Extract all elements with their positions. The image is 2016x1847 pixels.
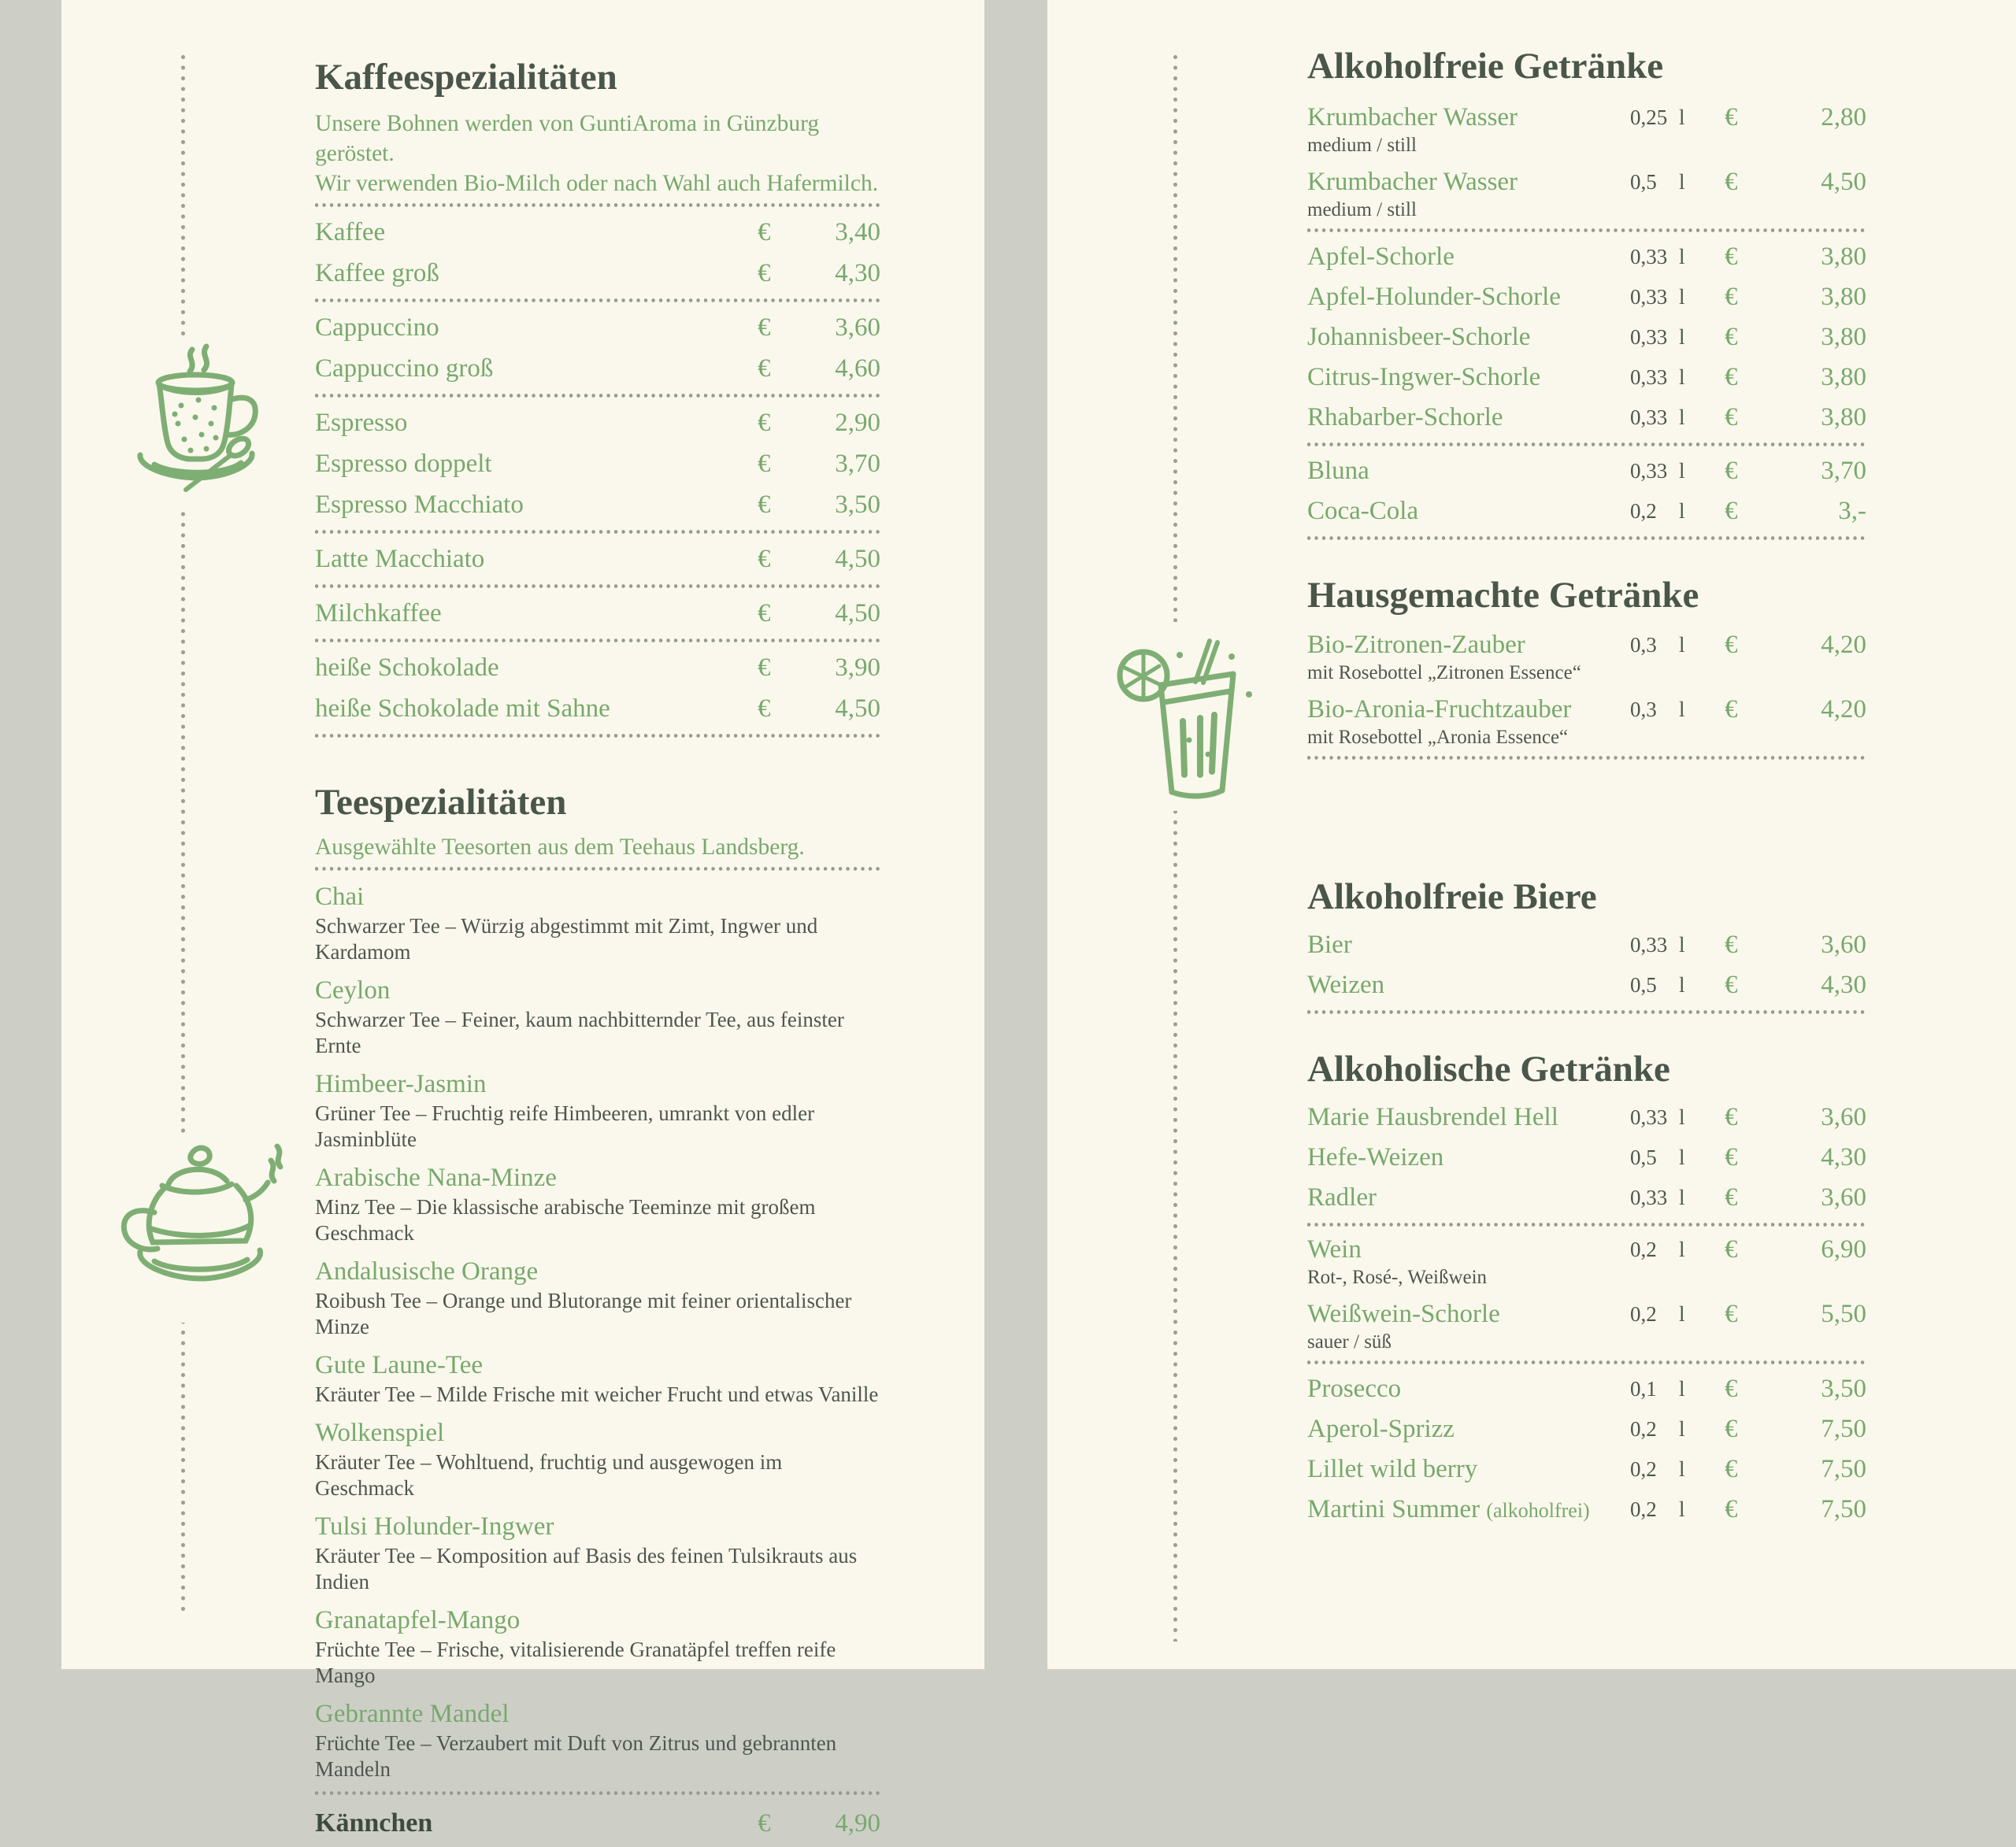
item-price: 3,60 (1821, 1183, 1866, 1212)
volume-unit: l (1679, 1457, 1685, 1481)
item-price: 3,80 (1821, 403, 1866, 431)
tea-item (315, 1510, 880, 1595)
menu-item-row (315, 212, 880, 253)
item-name-text: Martini Summer (1307, 1495, 1480, 1523)
menu-group (315, 593, 880, 634)
currency-symbol: € (1725, 363, 1738, 391)
item-price: 4,30 (1821, 971, 1866, 999)
menu-item-row (315, 688, 880, 729)
item-price: 7,50 (1821, 1415, 1866, 1443)
volume-unit: l (1679, 1301, 1685, 1326)
tea-item (315, 1068, 880, 1153)
drink-glass-icon (1102, 622, 1276, 811)
tea-item (315, 974, 880, 1059)
currency-symbol: € (1725, 1455, 1738, 1483)
item-volume: 0,33 (1630, 405, 1668, 429)
dotted-divider (315, 867, 880, 871)
item-name: Gebrannte Mandel (315, 1700, 510, 1728)
currency-symbol: € (758, 449, 771, 478)
item-price: 7,50 (1821, 1455, 1866, 1483)
item-name: Cappuccino groß (315, 353, 494, 383)
item-price: 4,60 (835, 353, 880, 383)
item-name: Aperol-Sprizz (1307, 1415, 1455, 1443)
volume-unit: l (1679, 1497, 1685, 1521)
menu-item-row (315, 539, 880, 579)
item-subtext: Rot-, Rosé-, Weißwein (1307, 1267, 1488, 1288)
menu-item-row (1307, 491, 1866, 531)
item-name: Apfel-Schorle (1307, 242, 1455, 271)
item-description: Früchte Tee – Frische, vitalisierende Granatäpfel treffen reife Mango (315, 1638, 836, 1687)
menu-item-row (1307, 357, 1866, 398)
item-name: Johannisbeer-Schorle (1307, 323, 1531, 351)
menu-item-row (315, 647, 880, 688)
menu-group (1307, 99, 1866, 222)
item-volume: 0,5 (1630, 169, 1657, 194)
item-price: 2,80 (1821, 102, 1866, 131)
item-description: Schwarzer Tee – Würzig abgestimmt mit Zimt, Ingwer und Kardamom (315, 914, 818, 964)
currency-symbol: € (1725, 242, 1738, 271)
currency-symbol: € (758, 490, 771, 519)
volume-unit: l (1679, 973, 1685, 997)
item-volume: 0,2 (1630, 499, 1657, 523)
item-price: 7,50 (1821, 1495, 1866, 1523)
item-volume: 0,2 (1630, 1301, 1657, 1326)
item-name: Arabische Nana-Minze (315, 1164, 557, 1192)
item-name: Hefe-Weizen (1307, 1143, 1444, 1171)
item-description: Minz Tee – Die klassische arabische Teeminze mit großem Geschmack (315, 1195, 816, 1245)
item-subtext: sauer / süß (1307, 1331, 1392, 1353)
coffee-subtitle-line1: Unsere Bohnen werden von GuntiAroma in Günzburg geröstet. (315, 111, 820, 166)
item-volume: 0,33 (1630, 245, 1668, 268)
dotted-divider (315, 638, 880, 642)
volume-unit: l (1679, 697, 1685, 721)
vertical-dotted-rule (181, 55, 185, 1614)
currency-symbol: € (1725, 403, 1738, 431)
item-name: Bio-Aronia-Fruchtzauber (1307, 694, 1572, 724)
currency-symbol: € (758, 353, 771, 383)
item-description: Grüner Tee – Fruchtig reife Himbeeren, umrankt von edler Jasminblüte (315, 1101, 815, 1151)
item-price: 3,40 (835, 217, 880, 246)
menu-group (1307, 925, 1866, 1005)
dotted-divider (315, 394, 880, 398)
section-title-alkoholfreie-getraenke: Alkoholfreie Getränke (1307, 46, 1664, 87)
tea-item (315, 1349, 880, 1408)
tea-item (315, 1697, 880, 1782)
item-name: Coca-Cola (1307, 497, 1419, 525)
left-page-content (315, 0, 880, 1847)
item-name: Kaffee (315, 217, 386, 246)
menu-group (315, 307, 880, 389)
menu-group (1307, 237, 1866, 438)
menu-page-left (61, 0, 984, 1838)
volume-unit: l (1679, 405, 1685, 429)
item-price: 4,30 (1821, 1143, 1866, 1171)
right-page-content (1307, 0, 1866, 1530)
item-volume: 0,2 (1630, 1457, 1657, 1481)
dotted-divider (1307, 442, 1866, 446)
currency-symbol: € (1725, 931, 1738, 959)
dotted-divider (1307, 536, 1866, 540)
menu-item-row (1307, 1138, 1866, 1178)
item-price: 3,- (1838, 497, 1866, 525)
dotted-divider (1307, 1010, 1866, 1014)
menu-item (1307, 1231, 1866, 1290)
menu-group (315, 212, 880, 294)
teapot-icon (102, 1134, 291, 1323)
item-description: Kräuter Tee – Wohltuend, fruchtig und ausgewogen im Geschmack (315, 1450, 783, 1500)
item-subtext: mit Rosebottel „Zitronen Essence“ (1307, 662, 1581, 683)
tea-item (315, 1161, 880, 1246)
volume-unit: l (1679, 499, 1685, 523)
dotted-divider (1307, 1223, 1866, 1227)
menu-item (1307, 627, 1866, 685)
volume-unit: l (1679, 105, 1685, 129)
volume-unit: l (1679, 285, 1685, 309)
menu-group (315, 402, 880, 525)
item-name: Apfel-Holunder-Schorle (1307, 283, 1561, 311)
item-name: Gute Laune-Tee (315, 1351, 483, 1379)
dotted-divider (1307, 756, 1866, 760)
item-price: 3,80 (1821, 323, 1866, 351)
item-name (1307, 1495, 1630, 1524)
item-name: Espresso (315, 408, 408, 437)
item-name: Citrus-Ingwer-Schorle (1307, 363, 1541, 391)
item-name: Wein (1307, 1234, 1362, 1264)
currency-symbol: € (758, 1808, 771, 1838)
section-title-hausgemachte-getraenke: Hausgemachte Getränke (1307, 575, 1699, 616)
currency-symbol: € (1725, 1234, 1738, 1264)
item-price: 4,50 (1821, 167, 1866, 196)
menu-item-row (315, 253, 880, 294)
volume-unit: l (1679, 459, 1685, 483)
volume-unit: l (1679, 1146, 1685, 1169)
menu-item-row (315, 593, 880, 634)
dotted-divider (315, 734, 880, 738)
volume-unit: l (1679, 1186, 1685, 1209)
menu-group (1307, 1231, 1866, 1354)
item-price: 4,20 (1821, 630, 1866, 659)
item-volume: 0,33 (1630, 365, 1668, 389)
menu-item-row (1307, 317, 1866, 357)
item-volume: 0,2 (1630, 1417, 1657, 1441)
item-volume: 0,2 (1630, 1237, 1657, 1261)
section-title-kaffee: Kaffeespezialitäten (315, 57, 617, 98)
currency-symbol: € (758, 598, 771, 627)
currency-symbol: € (1725, 497, 1738, 525)
currency-symbol: € (1725, 1183, 1738, 1212)
volume-unit: l (1679, 245, 1685, 268)
menu-item-row (1307, 1097, 1866, 1138)
item-price: 3,60 (1821, 931, 1866, 959)
currency-symbol: € (1725, 630, 1738, 659)
dotted-divider (315, 1791, 880, 1795)
item-name: Cappuccino (315, 313, 439, 342)
menu-item-row (1307, 1231, 1866, 1268)
menu-group (1307, 1369, 1866, 1530)
item-name: Ceylon (315, 976, 391, 1005)
menu-item (1307, 164, 1866, 222)
menu-item (1307, 1296, 1866, 1354)
tea-item (315, 1604, 880, 1689)
coffee-subtitle (315, 109, 880, 198)
item-price: 4,50 (835, 598, 880, 627)
menu-item-row (1307, 1296, 1866, 1332)
currency-symbol: € (758, 408, 771, 437)
item-price: 3,70 (835, 449, 880, 478)
item-price: 4,20 (1821, 694, 1866, 724)
item-volume: 0,33 (1630, 933, 1668, 957)
volume-unit: l (1679, 1105, 1685, 1129)
currency-symbol: € (1725, 971, 1738, 999)
volume-unit: l (1679, 1377, 1685, 1401)
item-name: Weißwein-Schorle (1307, 1299, 1500, 1328)
menu-item-row (1307, 1449, 1866, 1490)
volume-unit: l (1679, 325, 1685, 349)
item-price: 3,80 (1821, 363, 1866, 391)
menu-item-row (1307, 627, 1866, 663)
item-volume: 0,33 (1630, 1105, 1668, 1129)
currency-symbol: € (1725, 1415, 1738, 1443)
volume-unit: l (1679, 933, 1685, 957)
item-name: Bluna (1307, 457, 1369, 485)
item-volume: 0,25 (1630, 105, 1668, 129)
item-subtext: medium / still (1307, 135, 1417, 156)
vertical-dotted-rule (1173, 55, 1177, 1642)
dotted-divider (315, 298, 880, 302)
menu-item-row (315, 484, 880, 525)
volume-unit: l (1679, 1417, 1685, 1441)
item-name: Tulsi Holunder-Ingwer (315, 1512, 554, 1541)
currency-symbol: € (1725, 167, 1738, 196)
menu-item-row (1307, 1490, 1866, 1530)
item-name: Krumbacher Wasser (1307, 102, 1518, 131)
item-name: Prosecco (1307, 1375, 1402, 1403)
currency-symbol: € (758, 694, 771, 723)
currency-symbol: € (1725, 1299, 1738, 1328)
menu-item-row (1307, 965, 1866, 1005)
currency-symbol: € (758, 544, 771, 573)
item-name: Espresso Macchiato (315, 490, 524, 519)
item-volume: 0,3 (1630, 632, 1657, 657)
item-name: Weizen (1307, 971, 1385, 999)
item-price: 3,90 (835, 653, 880, 682)
item-volume: 0,3 (1630, 697, 1657, 721)
volume-unit: l (1679, 1237, 1685, 1261)
item-name: Rhabarber-Schorle (1307, 403, 1503, 431)
currency-symbol: € (758, 217, 771, 246)
item-volume: 0,33 (1630, 1186, 1668, 1209)
section-title-tee: Teespezialitäten (315, 782, 567, 823)
item-name: heiße Schokolade mit Sahne (315, 694, 610, 723)
menu-item-row (315, 402, 880, 443)
item-volume: 0,33 (1630, 325, 1668, 349)
menu-item-row (1307, 237, 1866, 277)
volume-unit: l (1679, 632, 1685, 657)
item-name: Kännchen (315, 1808, 433, 1838)
menu-item-row (1307, 1178, 1866, 1218)
item-price: 3,60 (1821, 1103, 1866, 1131)
menu-item-row (1307, 1409, 1866, 1449)
currency-symbol: € (1725, 1143, 1738, 1171)
dotted-divider (1307, 1360, 1866, 1364)
menu-item-row (1307, 277, 1866, 317)
menu-item-row (1307, 691, 1866, 727)
item-name: Himbeer-Jasmin (315, 1070, 487, 1098)
menu-group (1307, 627, 1866, 750)
item-volume: 0,1 (1630, 1377, 1657, 1401)
currency-symbol: € (1725, 283, 1738, 311)
item-volume: 0,5 (1630, 973, 1657, 997)
section-title-alkoholfreie-biere: Alkoholfreie Biere (1307, 876, 1597, 917)
item-volume: 0,33 (1630, 459, 1668, 483)
menu-group (1307, 1097, 1866, 1218)
item-price: 3,50 (835, 490, 880, 519)
item-volume: 0,33 (1630, 285, 1668, 309)
item-name: Chai (315, 883, 365, 911)
menu-item-row (315, 307, 880, 348)
item-price: 3,70 (1821, 457, 1866, 485)
volume-unit: l (1679, 169, 1685, 194)
item-price: 2,90 (835, 408, 880, 437)
item-volume: 0,5 (1630, 1146, 1657, 1169)
menu-item-row (315, 1800, 880, 1847)
menu-item-row (1307, 451, 1866, 491)
menu-page-right (1047, 0, 2016, 1669)
item-volume: 0,2 (1630, 1497, 1657, 1521)
menu-item-row (1307, 99, 1866, 135)
currency-symbol: € (1725, 1375, 1738, 1403)
tea-item (315, 1416, 880, 1501)
coffee-cup-icon (110, 339, 284, 512)
currency-symbol: € (1725, 457, 1738, 485)
item-price: 4,90 (835, 1808, 880, 1838)
item-price: 6,90 (1821, 1234, 1866, 1264)
dotted-divider (315, 530, 880, 534)
item-price: 3,60 (835, 313, 880, 342)
item-price: 4,30 (835, 258, 880, 287)
item-description: Kräuter Tee – Komposition auf Basis des feinen Tulsikrauts aus Indien (315, 1544, 858, 1593)
item-name: Marie Hausbrendel Hell (1307, 1103, 1558, 1131)
item-price: 3,50 (1821, 1375, 1866, 1403)
menu-item-row (1307, 398, 1866, 438)
item-note: (alkoholfrei) (1486, 1499, 1590, 1522)
coffee-subtitle-line2: Wir verwenden Bio-Milch oder nach Wahl auch Hafermilch. (315, 171, 879, 196)
item-name: Wolkenspiel (315, 1419, 445, 1447)
item-description: Kräuter Tee – Milde Frische mit weicher Frucht und etwas Vanille (315, 1382, 879, 1406)
menu-item (1307, 691, 1866, 750)
currency-symbol: € (758, 653, 771, 682)
item-name: Granatapfel-Mango (315, 1606, 521, 1634)
item-name: Lillet wild berry (1307, 1455, 1478, 1483)
item-price: 4,50 (835, 694, 880, 723)
currency-symbol: € (758, 313, 771, 342)
tea-subtitle: Ausgewählte Teesorten aus dem Teehaus Landsberg. (315, 835, 805, 860)
dotted-divider (1307, 228, 1866, 232)
item-price: 4,50 (835, 544, 880, 573)
item-name: Espresso doppelt (315, 449, 492, 478)
currency-symbol: € (758, 258, 771, 287)
item-name: Andalusische Orange (315, 1257, 539, 1286)
item-name: Krumbacher Wasser (1307, 167, 1518, 196)
item-description: Roibush Tee – Orange und Blutorange mit feiner orientalischer Minze (315, 1289, 852, 1338)
menu-item-row (1307, 164, 1866, 200)
menu-group (315, 539, 880, 579)
tea-list (315, 880, 880, 1782)
item-description: Schwarzer Tee – Feiner, kaum nachbitternder Tee, aus feinster Ernte (315, 1008, 844, 1057)
section-title-alkoholische-getraenke: Alkoholische Getränke (1307, 1049, 1670, 1090)
currency-symbol: € (1725, 1103, 1738, 1131)
item-name: Bio-Zitronen-Zauber (1307, 630, 1525, 659)
menu-group (1307, 451, 1866, 531)
currency-symbol: € (1725, 1495, 1738, 1523)
currency-symbol: € (1725, 102, 1738, 131)
tea-item (315, 1255, 880, 1340)
item-name: Latte Macchiato (315, 544, 485, 573)
item-name: Bier (1307, 931, 1352, 959)
dotted-divider (315, 584, 880, 588)
item-price: 3,80 (1821, 242, 1866, 271)
currency-symbol: € (1725, 323, 1738, 351)
menu-item (1307, 99, 1866, 157)
item-subtext: medium / still (1307, 199, 1417, 220)
currency-symbol: € (1725, 694, 1738, 724)
item-name: Radler (1307, 1183, 1377, 1212)
tea-item (315, 880, 880, 965)
menu-item-row (315, 348, 880, 389)
item-description: Früchte Tee – Verzaubert mit Duft von Zitrus und gebrannten Mandeln (315, 1731, 837, 1781)
item-name: heiße Schokolade (315, 653, 499, 682)
item-subtext: mit Rosebottel „Aronia Essence“ (1307, 727, 1569, 748)
menu-item-row (1307, 925, 1866, 965)
item-price: 3,80 (1821, 283, 1866, 311)
menu-item-row (315, 443, 880, 484)
volume-unit: l (1679, 365, 1685, 389)
menu-item-row (1307, 1369, 1866, 1409)
item-name: Kaffee groß (315, 258, 439, 287)
menu-group (315, 647, 880, 729)
item-name: Milchkaffee (315, 598, 442, 627)
dotted-divider (315, 203, 880, 207)
item-price: 5,50 (1821, 1299, 1866, 1328)
